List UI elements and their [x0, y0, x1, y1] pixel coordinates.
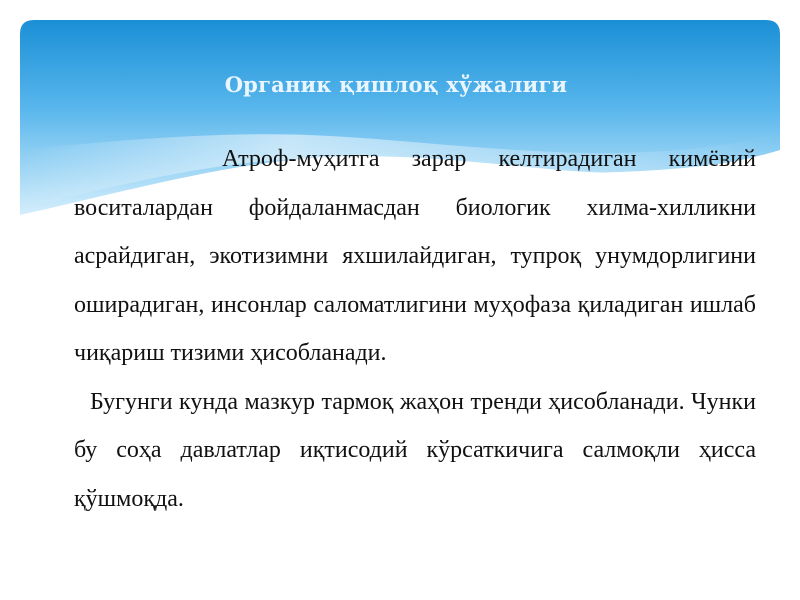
slide-title: Органик қишлоқ хўжалиги: [224, 72, 568, 97]
paragraph-definition: Атроф-муҳитга зарар келтирадиган кимёвий воситалардан фойдаланмасдан биологик хилма-хилликни асрайдиган, экотизимни яхшилайдиган, тупроқ унумдорлигини оширадиган, инсонлар саломатлигини муҳофаза қиладиган ишлаб чиқариш тизими ҳисобланади.: [74, 146, 756, 366]
paragraph-trend: Бугунги кунда мазкур тармоқ жаҳон тренди ҳисобланади. Чунки бу соҳа давлатлар иқтисодий кўрсаткичига салмоқли ҳисса қўшмоқда.: [74, 388, 756, 512]
body-text: [74, 135, 756, 523]
